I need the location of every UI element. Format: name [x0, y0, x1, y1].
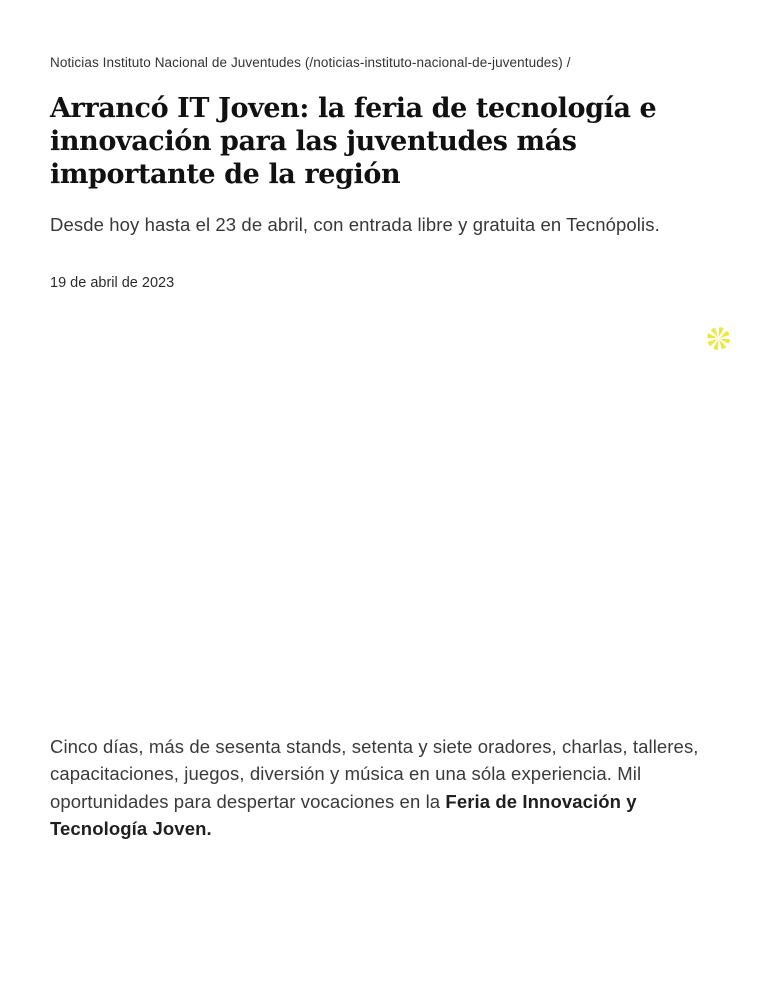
article-body-bold-text: Feria de Innovación y Tecnología Joven.: [50, 790, 637, 840]
article-subtitle: Desde hoy hasta el 23 de abril, con entrada libre y gratuita en Tecnópolis.: [50, 214, 660, 235]
page-title-line-2: innovación para las juventudes más: [50, 126, 577, 157]
breadcrumb: [50, 0, 723, 71]
article-body-text: Cinco días, más de sesenta stands, setenta y siete oradores, charlas, talleres, capacitaciones, juegos, diversión y música en una sóla experiencia. Mil oportunidades para despertar vocaciones en la: [50, 736, 699, 812]
article-body-paragraph: [50, 733, 723, 843]
article-date: 19 de abril de 2023: [50, 275, 175, 291]
breadcrumb-separator: /: [566, 55, 571, 70]
page-title: [50, 92, 723, 191]
loading-spinner-icon: [704, 324, 733, 353]
breadcrumb-link-noticias[interactable]: Noticias Instituto Nacional de Juventudes (/noticias-instituto-nacional-de-juventudes): [50, 55, 563, 70]
page-title-line-3: importante de la región: [50, 159, 401, 190]
article-image-placeholder: [50, 307, 723, 715]
page-title-line-1: Arrancó IT Joven: la feria de tecnología e: [50, 93, 657, 124]
